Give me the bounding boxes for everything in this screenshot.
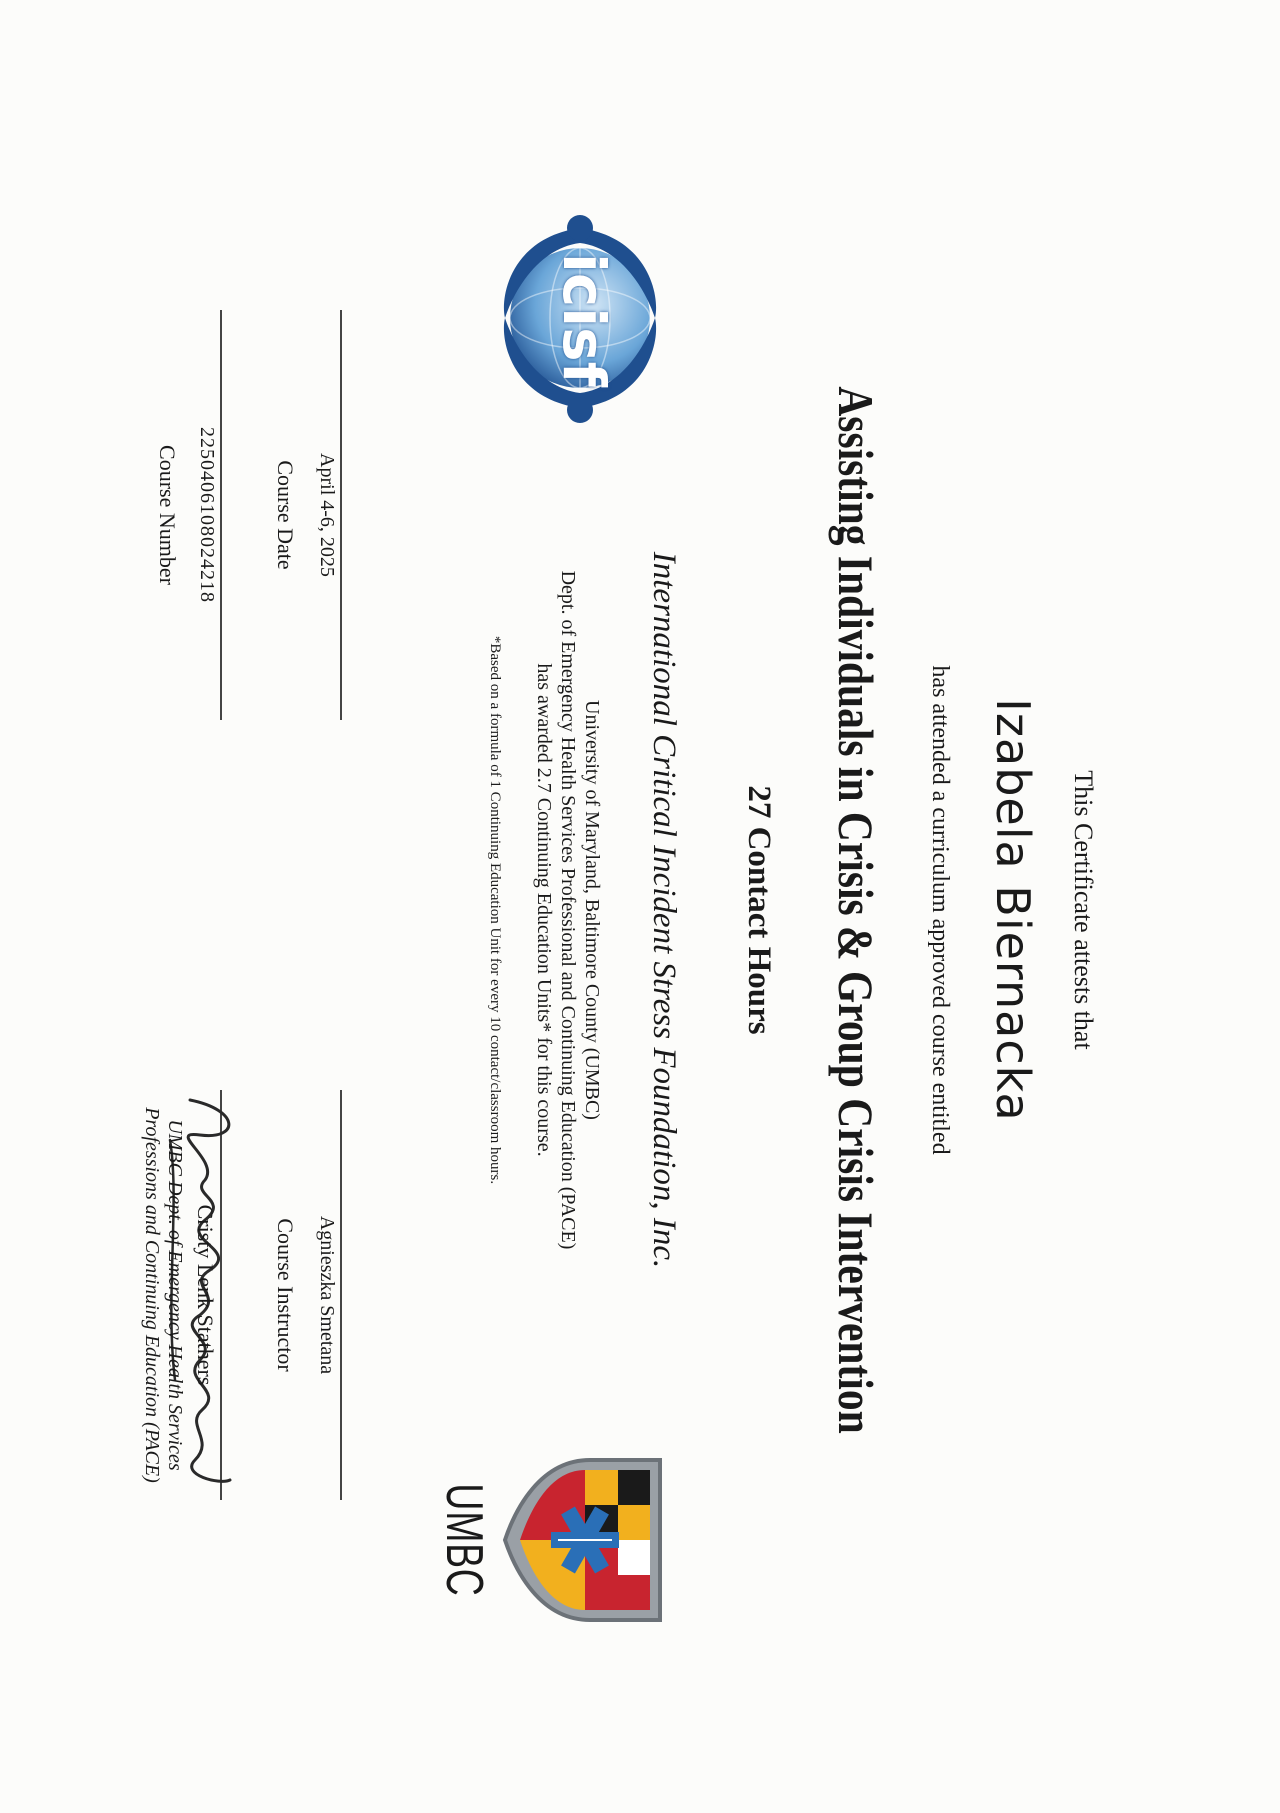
organization-name: International Critical Incident Stress Foundation, Inc. — [646, 551, 682, 1269]
contact-hours: 27 Contact Hours — [741, 785, 777, 1035]
umbc-logo — [500, 1440, 680, 1640]
umbc-award-text — [532, 380, 604, 1440]
signer-name: Cristy Lenk Stathers — [193, 1204, 218, 1386]
course-date-label: Course Date — [273, 460, 298, 570]
course-number-value: 2250406108024218 — [196, 427, 218, 603]
umbc-award-line-3: has awarded 2.7 Continuing Education Units* for this course. — [533, 663, 555, 1157]
course-date-value: April 4-6, 2025 — [316, 453, 338, 577]
instructor-rule — [340, 1090, 342, 1500]
course-number-rule — [220, 310, 222, 720]
signer-title-line-1: UMBC Dept. of Emergency Health Services — [164, 1119, 186, 1471]
umbc-shield-graphic — [500, 1440, 680, 1640]
course-title: Assisting Individuals in Crisis & Group Crisis Intervention — [828, 386, 884, 1434]
signer-title — [140, 1050, 186, 1540]
course-number-label: Course Number — [155, 445, 180, 585]
attended-text: has attended a curriculum approved course entitled — [927, 665, 953, 1155]
course-date-rule — [340, 310, 342, 720]
umbc-award-line-1: University of Maryland, Baltimore County (UMBC) — [581, 700, 603, 1120]
ceu-footnote: *Based on a formula of 1 Continuing Education Unit for every 10 contact/classroom hours. — [487, 635, 503, 1185]
recipient-name: Izabela Biernacka — [986, 698, 1040, 1122]
signer-title-line-2: Professions and Continuing Education (PACE) — [141, 1107, 163, 1483]
icisf-logo-text: icisf — [550, 253, 618, 387]
attests-text: This Certificate attests that — [1069, 770, 1098, 1050]
instructor-name: Agnieszka Smetana — [316, 1215, 338, 1375]
umbc-logo-text: UMBC — [435, 1483, 493, 1597]
umbc-award-line-2: Dept. of Emergency Health Services Professional and Continuing Education (PACE) — [557, 570, 579, 1250]
instructor-label: Course Instructor — [273, 1218, 298, 1372]
